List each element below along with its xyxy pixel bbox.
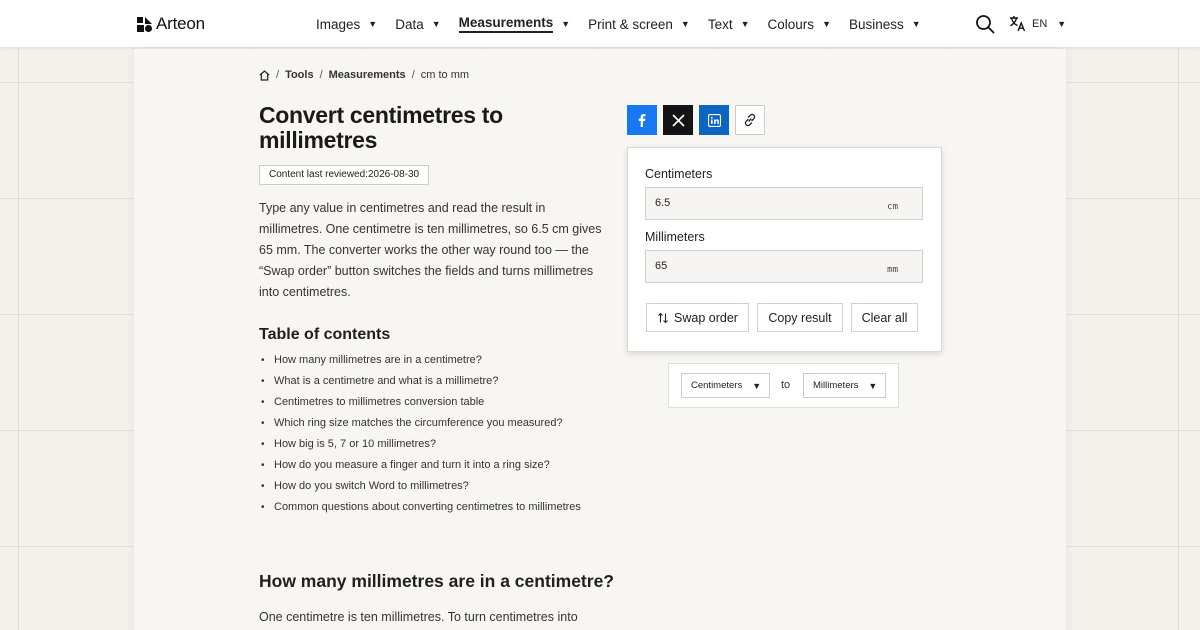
toc-title: Table of contents xyxy=(259,326,391,343)
search-icon[interactable] xyxy=(975,14,995,34)
centimeters-value: 6.5 xyxy=(655,197,671,209)
nav-item-data[interactable] xyxy=(395,0,440,48)
clear-all-button[interactable]: Clear all xyxy=(851,303,918,332)
nav-label: Text xyxy=(707,16,733,32)
chevron-down-icon: ▼ xyxy=(822,19,831,29)
linkedin-icon xyxy=(708,114,721,127)
chevron-down-icon: ▼ xyxy=(868,380,878,391)
chevron-down-icon: ▼ xyxy=(561,19,571,29)
chevron-down-icon: ▼ xyxy=(1057,18,1067,29)
x-icon xyxy=(672,114,685,127)
swap-order-button[interactable] xyxy=(646,303,749,332)
breadcrumb-separator: / xyxy=(276,69,280,81)
chevron-down-icon: ▼ xyxy=(431,19,441,29)
nav-item-print-screen[interactable] xyxy=(588,0,690,48)
swap-arrows-icon xyxy=(657,312,669,324)
breadcrumb xyxy=(259,69,469,81)
toc-item[interactable]: • What is a centimetre and what is a millimetre? xyxy=(259,372,581,393)
swap-order-label: Swap order xyxy=(674,310,738,325)
nav-label: Measurements xyxy=(459,15,554,33)
breadcrumb-item-current: cm to mm xyxy=(420,69,470,81)
to-unit-label: Millimeters xyxy=(813,380,859,391)
breadcrumb-separator: / xyxy=(411,69,415,81)
link-icon xyxy=(743,113,757,127)
facebook-icon xyxy=(635,113,649,127)
logo-mark-icon xyxy=(137,17,152,32)
nav-label: Print & screen xyxy=(588,16,673,32)
section-heading: How many millimetres are in a centimetre? xyxy=(259,571,614,591)
reviewed-label: Content last reviewed: xyxy=(269,169,368,180)
breadcrumb-separator: / xyxy=(319,69,323,81)
toc-item[interactable]: • Which ring size matches the circumference you measured? xyxy=(259,414,581,435)
nav-label: Business xyxy=(848,16,904,32)
millimeters-value: 65 xyxy=(655,260,668,272)
to-unit-select[interactable] xyxy=(803,373,886,398)
nav-item-colours[interactable] xyxy=(768,0,831,48)
table-of-contents xyxy=(259,351,581,519)
toc-item[interactable]: • How do you switch Word to millimetres? xyxy=(259,477,581,498)
centimeters-input[interactable] xyxy=(645,187,923,220)
millimeters-unit: mm xyxy=(887,265,898,275)
millimeters-label: Millimeters xyxy=(645,230,705,244)
translate-icon xyxy=(1009,15,1026,32)
nav-item-measurements[interactable] xyxy=(459,0,570,48)
home-icon[interactable] xyxy=(259,70,270,81)
language-selector[interactable] xyxy=(1009,15,1066,32)
toc-item[interactable]: • How big is 5, 7 or 10 millimetres? xyxy=(259,435,581,456)
top-navigation-bar xyxy=(0,0,1200,48)
toc-item[interactable]: • Centimetres to millimetres conversion table xyxy=(259,393,581,414)
share-linkedin-button[interactable] xyxy=(699,105,729,135)
copy-link-button[interactable] xyxy=(735,105,765,135)
section-paragraph: One centimetre is ten millimetres. To turn centimetres into xyxy=(259,610,578,624)
page-title: Convert centimetres to millimetres xyxy=(259,102,503,153)
main-nav xyxy=(316,0,939,48)
copy-result-button[interactable]: Copy result xyxy=(757,303,843,332)
nav-label: Colours xyxy=(767,16,815,32)
to-word: to xyxy=(781,379,791,391)
chevron-down-icon: ▼ xyxy=(752,380,762,391)
chevron-down-icon: ▼ xyxy=(680,19,690,29)
nav-item-business[interactable] xyxy=(849,0,921,48)
nav-item-text[interactable] xyxy=(708,0,750,48)
from-unit-select[interactable] xyxy=(681,373,770,398)
logo-text: Arteon xyxy=(156,14,205,33)
centimeters-unit: cm xyxy=(887,202,898,212)
language-label: EN xyxy=(1032,17,1048,30)
reviewed-badge xyxy=(259,165,429,185)
breadcrumb-item-tools[interactable]: Tools xyxy=(285,69,314,81)
reviewed-date: 2026-08-30 xyxy=(367,169,420,180)
from-unit-label: Centimeters xyxy=(691,380,743,391)
centimeters-label: Centimeters xyxy=(645,167,713,181)
nav-item-images[interactable] xyxy=(316,0,377,48)
millimeters-input[interactable] xyxy=(645,250,923,283)
nav-label: Data xyxy=(395,16,424,32)
toc-item[interactable]: • How many millimetres are in a centimetre? xyxy=(259,351,581,372)
toc-item[interactable]: • Common questions about converting centimetres to millimetres xyxy=(259,498,581,519)
breadcrumb-item-measurements[interactable]: Measurements xyxy=(328,69,406,81)
share-x-button[interactable] xyxy=(663,105,693,135)
chevron-down-icon: ▼ xyxy=(740,19,750,29)
intro-paragraph: Type any value in centimetres and read the result in millimetres. One centimetre is ten millimetres, so 6.5 cm gives 65 mm. The converter works the other way round too — the “Swap order” button switches the fields and turns millimetres into centimetres. xyxy=(259,201,602,299)
logo[interactable] xyxy=(137,14,205,34)
nav-label: Images xyxy=(316,16,361,32)
chevron-down-icon: ▼ xyxy=(911,19,921,29)
chevron-down-icon: ▼ xyxy=(368,19,378,29)
toc-item[interactable]: • How do you measure a finger and turn it into a ring size? xyxy=(259,456,581,477)
share-facebook-button[interactable] xyxy=(627,105,657,135)
